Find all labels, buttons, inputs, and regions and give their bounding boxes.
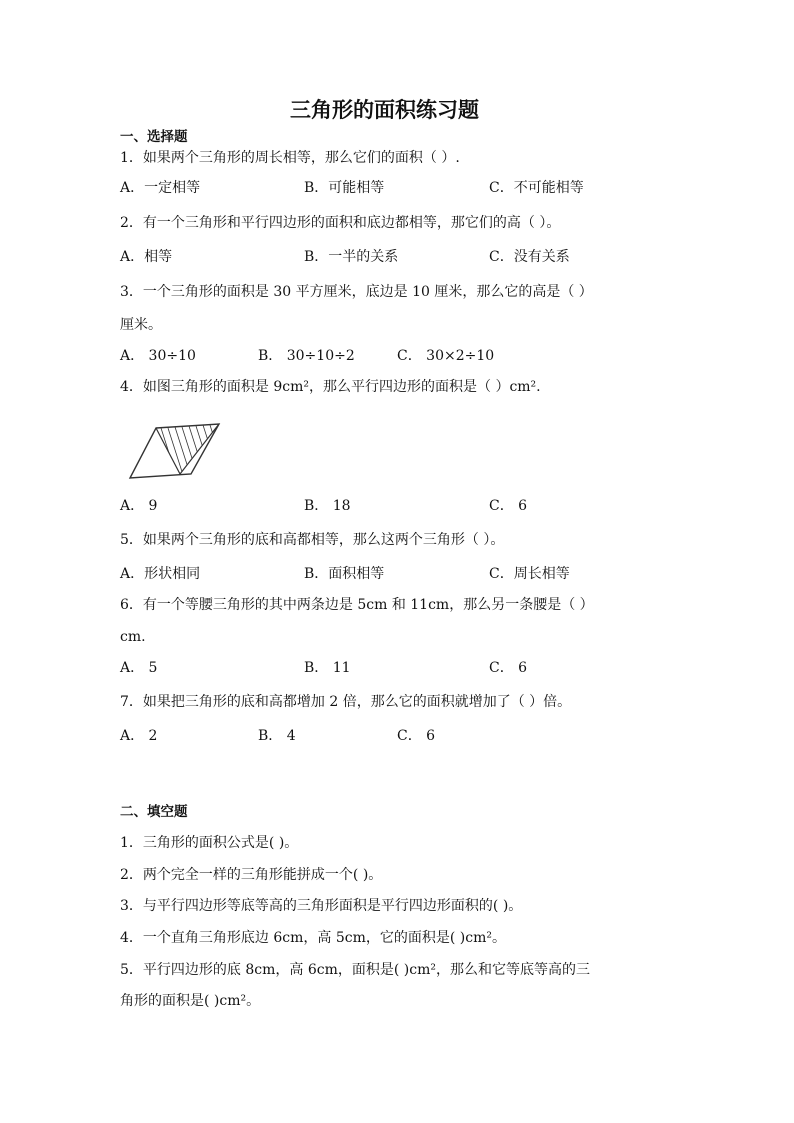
option-a: A． 2	[120, 728, 158, 744]
option-a: A． 9	[120, 498, 158, 514]
option-b: B． 11	[304, 660, 351, 676]
option-c: C． 6	[489, 498, 528, 514]
option-b: B． 18	[304, 498, 351, 514]
option-a: A． 30÷10	[120, 348, 196, 364]
fill-question-3: 3．与平行四边形等底等高的三角形面积是平行四边形面积的( )。	[120, 898, 523, 914]
option-a: A．形状相同	[120, 566, 201, 582]
question-1: 1．如果两个三角形的周长相等，那么它们的面积（ ）.	[120, 150, 460, 166]
question-3-line1: 3．一个三角形的面积是 30 平方厘米，底边是 10 厘米，那么它的高是（ ）	[120, 284, 593, 300]
option-b: B．一半的关系	[304, 249, 399, 265]
fill-question-5-line1: 5．平行四边形的底 8cm，高 6cm，面积是( )cm²，那么和它等底等高的三	[120, 962, 590, 978]
option-a: A．相等	[120, 249, 173, 265]
option-c: C．周长相等	[489, 566, 570, 582]
option-c: C． 30×2÷10	[397, 348, 495, 364]
option-b: B．面积相等	[304, 566, 385, 582]
question-7: 7．如果把三角形的底和高都增加 2 倍，那么它的面积就增加了（ ）倍。	[120, 694, 572, 710]
fill-question-1: 1．三角形的面积公式是( )。	[120, 835, 299, 851]
option-c: C．不可能相等	[489, 180, 584, 196]
option-a: A．一定相等	[120, 180, 201, 196]
question-4: 4．如图三角形的面积是 9cm²，那么平行四边形的面积是（ ）cm².	[120, 379, 541, 395]
section-heading-fill: 二、填空题	[120, 804, 188, 820]
option-c: C．没有关系	[489, 249, 570, 265]
option-a: A． 5	[120, 660, 158, 676]
parallelogram-figure	[127, 420, 223, 482]
fill-question-5-line2: 角形的面积是( )cm²。	[120, 993, 261, 1009]
section-heading-choice: 一、选择题	[120, 129, 188, 145]
option-c: C． 6	[489, 660, 528, 676]
fill-question-2: 2．两个完全一样的三角形能拼成一个( )。	[120, 867, 383, 883]
question-3-line2: 厘米。	[120, 317, 162, 333]
triangle-sides	[156, 424, 219, 474]
question-5: 5．如果两个三角形的底和高都相等，那么这两个三角形（ ）。	[120, 532, 505, 548]
page-title: 三角形的面积练习题	[290, 98, 479, 122]
option-c: C． 6	[397, 728, 436, 744]
option-b: B． 4	[258, 728, 296, 744]
option-b: B． 30÷10÷2	[258, 348, 355, 364]
question-2: 2．有一个三角形和平行四边形的面积和底边都相等，那它们的高（ ）。	[120, 215, 561, 231]
question-6-line2: cm.	[120, 629, 146, 645]
fill-question-4: 4．一个直角三角形底边 6cm，高 5cm，它的面积是( )cm²。	[120, 930, 506, 946]
option-b: B．可能相等	[304, 180, 385, 196]
question-6-line1: 6．有一个等腰三角形的其中两条边是 5cm 和 11cm，那么另一条腰是（ ）	[120, 597, 594, 613]
